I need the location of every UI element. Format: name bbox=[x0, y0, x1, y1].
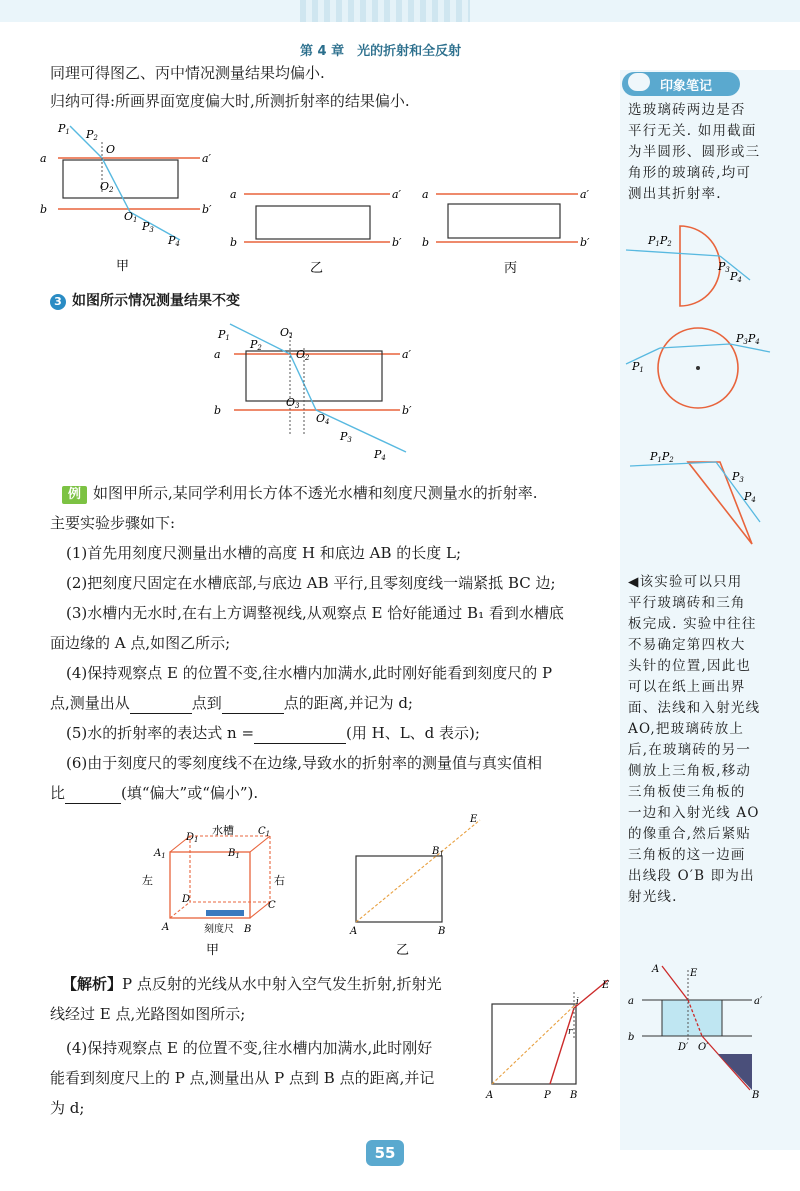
svg-text:A: A bbox=[652, 964, 660, 975]
analysis-line-2: 线经过 E 点,光路图如图所示; bbox=[50, 1005, 246, 1023]
side-figure-triangle-ruler bbox=[622, 962, 772, 1102]
svg-text:D1: $D_1$ bbox=[186, 832, 199, 844]
glass-block bbox=[662, 1000, 722, 1036]
svg-text:P1: P1 bbox=[218, 328, 230, 342]
step-6a: (6)由于刻度尺的零刻度线不在边缘,导致水的折射率的测量值与真实值相 bbox=[66, 754, 543, 772]
analysis-line-5: 为 d; bbox=[50, 1099, 85, 1117]
label-a-prime: a′ bbox=[202, 152, 212, 165]
svg-text:r: r bbox=[568, 1027, 573, 1037]
step-4a: (4)保持观察点 E 的位置不变,往水槽内加满水,此时刚好能看到刻度尺的 P bbox=[66, 664, 553, 682]
svg-text:a: a bbox=[230, 188, 237, 201]
step-3b: 面边缘的 A 点,如图乙所示; bbox=[50, 634, 231, 652]
label-water-tank: 水槽 bbox=[212, 824, 234, 837]
svg-text:O1: O1 bbox=[124, 210, 138, 224]
svg-text:P4: P4 bbox=[730, 270, 742, 284]
triangle-glass bbox=[688, 462, 752, 544]
svg-text:P2: P2 bbox=[250, 338, 262, 352]
svg-text:b: b bbox=[628, 1032, 635, 1043]
side-note-2: ◀该实验可以只用 平行玻璃砖和三角 板完成. 实验中往往 不易确定第四枚大 头针的位置,因此也 可以在纸上画出界 面、法线和入射光线 AO,把玻璃砖放上 后,在玻璃砖的另一 侧放上三角板,移动 三角板使三角板的 一边和入射光线 AO 的像重合,然后紧贴 三角板的这一边画 出线段 O′B 即为出 射光线. bbox=[628, 574, 761, 905]
answer-blank-3[interactable] bbox=[254, 727, 346, 744]
side-note-1: 选玻璃砖两边是否 平行无关. 如用截面 为半圆形、圆形或三 角形的玻璃砖,均可 测出其折射率. bbox=[628, 102, 761, 202]
svg-text:b′: b′ bbox=[580, 236, 590, 249]
figure-case3 bbox=[210, 318, 420, 468]
svg-text:B: B bbox=[438, 926, 446, 937]
emergent-ray bbox=[316, 410, 406, 452]
label-P2: P bbox=[86, 128, 94, 141]
figure-analysis bbox=[484, 978, 616, 1102]
svg-text:O3: O3 bbox=[286, 396, 300, 410]
svg-text:b: b bbox=[230, 236, 238, 249]
svg-text:E: E bbox=[602, 980, 610, 991]
svg-text:O′: O′ bbox=[698, 1042, 709, 1053]
analysis-tag: 【解析】 bbox=[62, 975, 123, 993]
caption-bing: 丙 bbox=[504, 261, 518, 276]
svg-text:a: a bbox=[628, 996, 634, 1007]
header-decoration bbox=[300, 0, 470, 22]
svg-text:P3: P3 bbox=[718, 260, 730, 274]
caption-jia: 甲 bbox=[116, 259, 130, 274]
svg-text:C: C bbox=[268, 900, 276, 911]
svg-text:P1: P1 bbox=[58, 122, 70, 136]
label-ruler: 刻度尺 bbox=[204, 924, 234, 935]
svg-text:P1P2: P1P2 bbox=[650, 450, 674, 464]
elephant-icon bbox=[628, 73, 650, 91]
svg-text:A: A bbox=[162, 922, 170, 933]
svg-text:P3: P3 bbox=[142, 220, 154, 234]
page-number: 55 bbox=[366, 1140, 404, 1166]
caption-yi: 乙 bbox=[310, 261, 324, 276]
figure-tank bbox=[140, 812, 500, 960]
svg-text:P3: P3 bbox=[340, 430, 352, 444]
analysis-line-3: (4)保持观察点 E 的位置不变,往水槽内加满水,此时刚好 bbox=[66, 1039, 433, 1057]
step-1: (1)首先用刻度尺测量出水槽的高度 H 和底边 AB 的长度 L; bbox=[66, 544, 462, 562]
analysis-line-1: 【解析】P 点反射的光线从水中射入空气发生折射,折射光 bbox=[62, 975, 442, 993]
svg-text:A: A bbox=[486, 1090, 494, 1101]
glass-block-yi bbox=[256, 206, 370, 239]
label-left: 左 bbox=[142, 874, 153, 887]
step-3a: (3)水槽内无水时,在右上方调整视线,从观察点 E 恰好能通过 B₁ 看到水槽底 bbox=[66, 604, 564, 622]
svg-text:a: a bbox=[422, 188, 429, 201]
chapter-header: 第 4 章 光的折射和全反射 bbox=[300, 44, 462, 59]
svg-text:a′: a′ bbox=[392, 188, 402, 201]
svg-text:B1: $B_1$ bbox=[432, 846, 444, 858]
svg-text:E: E bbox=[470, 814, 478, 825]
svg-text:A: A bbox=[350, 926, 358, 937]
svg-text:B: B bbox=[752, 1090, 760, 1101]
label-a: a bbox=[40, 152, 47, 165]
svg-text:C1: $C_1$ bbox=[258, 826, 271, 838]
intro-line-1: 同理可得图乙、丙中情况测量结果均偏小. bbox=[50, 64, 325, 82]
svg-text:D′: D′ bbox=[678, 1042, 689, 1053]
svg-text:P4: P4 bbox=[168, 234, 180, 248]
example-line-2: 主要实验步骤如下: bbox=[50, 514, 176, 532]
answer-blank-4[interactable] bbox=[65, 787, 121, 804]
svg-text:P3P4: P3P4 bbox=[736, 332, 760, 346]
svg-text:B1: $B_1$ bbox=[228, 848, 240, 860]
analysis-line-4: 能看到刻度尺上的 P 点,测量出从 P 点到 B 点的距离,并记 bbox=[50, 1069, 435, 1087]
label-O: O bbox=[106, 143, 116, 156]
svg-text:a′: a′ bbox=[580, 188, 590, 201]
svg-text:b: b bbox=[214, 404, 222, 417]
svg-text:P: P bbox=[544, 1090, 551, 1101]
svg-text:B: B bbox=[244, 924, 252, 935]
svg-text:O1: O1 bbox=[280, 326, 294, 340]
svg-text:O2: O2 bbox=[100, 180, 114, 194]
case3-number: 3 bbox=[50, 294, 66, 310]
label-b-prime: b′ bbox=[202, 203, 212, 216]
step-4b: 点,测量出从 点到 点的距离,并记为 d; bbox=[50, 694, 413, 712]
svg-text:a′: a′ bbox=[402, 348, 412, 361]
case3-title: 如图所示情况测量结果不变 bbox=[72, 293, 240, 309]
svg-text:b′: b′ bbox=[392, 236, 402, 249]
label-P1: P bbox=[58, 122, 66, 135]
intro-line-2: 归纳可得:所画界面宽度偏大时,所测折射率的结果偏小. bbox=[50, 92, 410, 110]
svg-text:P4: P4 bbox=[744, 490, 756, 504]
label-right: 右 bbox=[274, 874, 285, 887]
svg-text:P4: P4 bbox=[374, 448, 386, 462]
svg-text:O4: O4 bbox=[316, 412, 330, 426]
glass-block bbox=[246, 351, 382, 401]
svg-text:b: b bbox=[422, 236, 430, 249]
semicircle-glass bbox=[680, 226, 720, 306]
step-2: (2)把刻度尺固定在水槽底部,与底边 AB 平行,且零刻度线一端紧抵 BC 边; bbox=[66, 574, 556, 592]
old-sight-line bbox=[492, 1004, 576, 1084]
side-figures bbox=[620, 222, 800, 552]
svg-text:E: E bbox=[690, 968, 698, 979]
svg-text:i: i bbox=[576, 997, 579, 1007]
sight-line bbox=[356, 820, 480, 922]
case3-heading bbox=[50, 290, 240, 312]
caption-tank-yi: 乙 bbox=[396, 943, 410, 958]
svg-text:b′: b′ bbox=[402, 404, 412, 417]
caption-tank-jia: 甲 bbox=[206, 943, 220, 958]
answer-blank-1[interactable] bbox=[130, 697, 192, 714]
svg-text:A1: $A_1$ bbox=[154, 848, 166, 860]
svg-text:B: B bbox=[570, 1090, 578, 1101]
svg-text:a′: a′ bbox=[754, 996, 763, 1007]
label-b: b bbox=[40, 203, 48, 216]
example-badge: 例 bbox=[62, 486, 87, 504]
svg-text:a: a bbox=[214, 348, 221, 361]
svg-text:P1P2: P1P2 bbox=[648, 234, 672, 248]
svg-text:D: D bbox=[182, 894, 191, 905]
step-6b: 比 (填“偏大”或“偏小”). bbox=[50, 784, 259, 802]
glass-block-bing bbox=[448, 204, 560, 238]
answer-blank-2[interactable] bbox=[222, 697, 284, 714]
svg-text:P1: P1 bbox=[632, 360, 644, 374]
example-line-1: 例 如图甲所示,某同学利用长方体不透光水槽和刻度尺测量水的折射率. bbox=[62, 482, 538, 504]
svg-text:O2: O2 bbox=[296, 348, 310, 362]
ruler bbox=[206, 910, 244, 916]
svg-text:P3: P3 bbox=[732, 470, 744, 484]
refracted-ray-in-water bbox=[550, 1008, 574, 1084]
svg-text:P2: P2 bbox=[86, 128, 98, 142]
figure-jia-yi-bing bbox=[30, 112, 620, 282]
step-5: (5)水的折射率的表达式 n = (用 H、L、d 表示); bbox=[66, 724, 480, 742]
notes-title: 印象笔记 bbox=[660, 79, 713, 94]
